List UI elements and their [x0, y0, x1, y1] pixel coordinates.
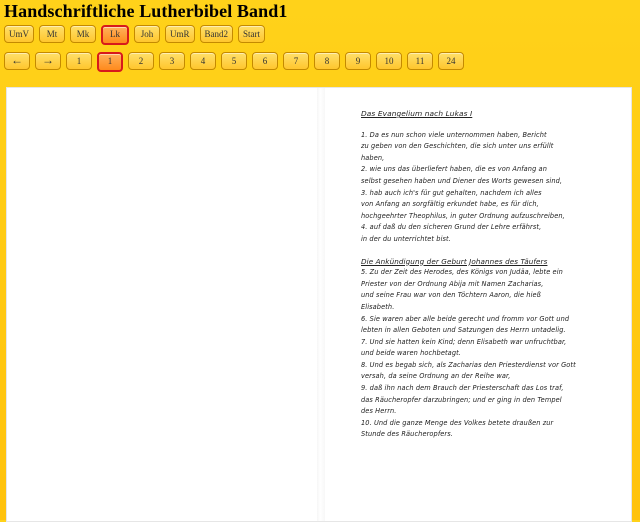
manuscript-line: 4. auf daß du den sicheren Grund der Lehre erfährst,: [361, 223, 542, 232]
manuscript-line: 6. Sie waren aber alle beide gerecht und fromm vor Gott und: [361, 314, 570, 323]
manuscript-line: des Herrn.: [361, 407, 397, 416]
prev-arrow-icon[interactable]: ←: [4, 52, 30, 70]
manuscript-line: 8. Und es begab sich, als Zacharias den Priesterdienst vor Gott: [361, 360, 576, 369]
manuscript-line: von Anfang an sorgfältig erkundet habe, es für dich,: [361, 200, 539, 209]
manuscript-line: 3. hab auch ich's für gut gehalten, nachdem ich alles: [361, 188, 542, 197]
manuscript-line: Priester von der Ordnung Abija mit Namen Zacharias,: [361, 279, 544, 288]
manuscript-line: 5. Zu der Zeit des Herodes, des Königs von Judäa, lebte ein: [361, 268, 563, 277]
chapter-nav: [4, 52, 464, 72]
manuscript-heading: Das Evangelium nach Lukas I: [361, 109, 473, 118]
app-title: Handschriftliche Lutherbibel Band1: [4, 1, 288, 21]
manuscript-line: 2. wie uns das überliefert haben, die es von Anfang an: [361, 165, 547, 174]
manuscript-line: und seine Frau war von den Töchtern Aaron, die hieß: [361, 291, 541, 300]
manuscript-line: versah, da seine Ordnung an der Reihe war,: [361, 372, 511, 381]
manuscript-line: Stunde des Räucheropfers.: [361, 430, 453, 439]
manuscript-line: Elisabeth.: [361, 302, 395, 311]
book-nav: [4, 25, 265, 45]
manuscript-line: das Räucheropfer darzubringen; und er ging in den Tempel: [361, 395, 562, 404]
page-button[interactable]: 1: [97, 52, 123, 72]
manuscript-text: [361, 108, 631, 441]
scan-viewer: [6, 87, 632, 522]
verse-block-1: [361, 130, 631, 246]
manuscript-line: 7. Und sie hatten kein Kind; denn Elisabeth war unfruchtbar,: [361, 337, 567, 346]
book-spine: [317, 88, 325, 521]
book-button-joh[interactable]: Joh: [134, 25, 160, 43]
manuscript-line: und beide waren hochbetagt.: [361, 349, 461, 358]
page-button[interactable]: 6: [252, 52, 278, 70]
next-arrow-icon[interactable]: →: [35, 52, 61, 70]
page-button[interactable]: 1: [66, 52, 92, 70]
book-button-mt[interactable]: Mt: [39, 25, 65, 43]
page-button[interactable]: 4: [190, 52, 216, 70]
book-button-lk[interactable]: Lk: [101, 25, 129, 45]
page-button[interactable]: 3: [159, 52, 185, 70]
manuscript-line: 1. Da es nun schon viele unternommen haben, Bericht: [361, 130, 547, 139]
book-button-mk[interactable]: Mk: [70, 25, 96, 43]
book-button-start[interactable]: Start: [238, 25, 265, 43]
manuscript-line: haben,: [361, 153, 385, 162]
manuscript-line: hochgeehrter Theophilus, in guter Ordnung aufzuschreiben,: [361, 211, 565, 220]
manuscript-line: in der du unterrichtet bist.: [361, 234, 451, 243]
blank-page-left: [7, 88, 317, 521]
manuscript-line: zu geben von den Geschichten, die sich unter uns erfüllt: [361, 142, 554, 151]
page-button[interactable]: 24: [438, 52, 464, 70]
manuscript-line: lebten in allen Geboten und Satzungen des Herrn untadelig.: [361, 326, 566, 335]
manuscript-line: 10. Und die ganze Menge des Volkes betete draußen zur: [361, 418, 554, 427]
page-button[interactable]: 5: [221, 52, 247, 70]
manuscript-subheading: Die Ankündigung der Geburt Johannes des Täufers: [361, 256, 548, 266]
page-button[interactable]: 11: [407, 52, 433, 70]
book-button-umv[interactable]: UmV: [4, 25, 34, 43]
book-button-umr[interactable]: UmR: [165, 25, 195, 43]
manuscript-page: [325, 88, 631, 521]
page-button[interactable]: 10: [376, 52, 402, 70]
book-button-band2[interactable]: Band2: [200, 25, 234, 43]
page-button[interactable]: 7: [283, 52, 309, 70]
manuscript-line: selbst gesehen haben und Diener des Worts gewesen sind,: [361, 176, 563, 185]
page-button[interactable]: 9: [345, 52, 371, 70]
verse-block-2: [361, 267, 631, 441]
page-button[interactable]: 2: [128, 52, 154, 70]
manuscript-line: 9. daß ihn nach dem Brauch der Priesterschaft das Los traf,: [361, 384, 564, 393]
page-button[interactable]: 8: [314, 52, 340, 70]
